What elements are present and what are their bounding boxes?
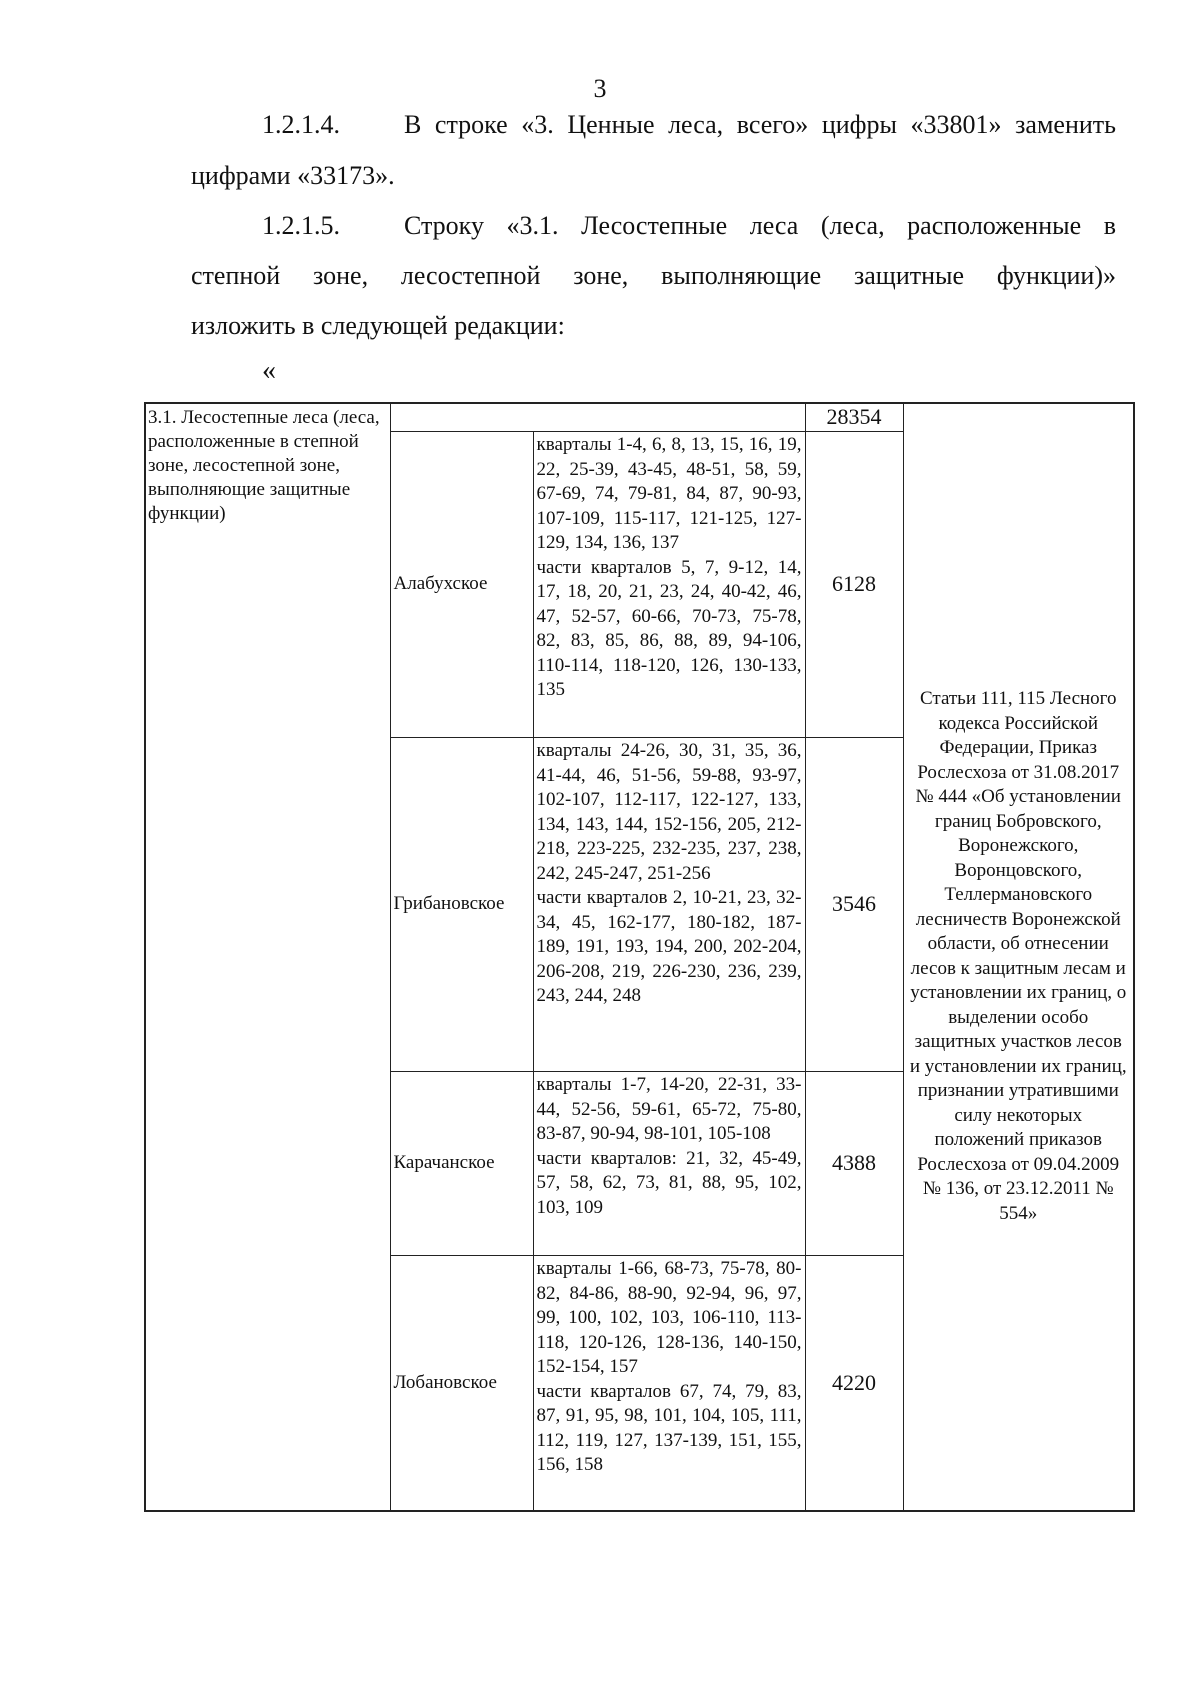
page-number: 3: [593, 74, 607, 103]
quarters-text: кварталы 1-66, 68-73, 75-78, 80-82, 84-86, 88-90, 92-94, 96, 97, 99, 100, 102, 103, 106-110, 113-118, 120-126, 128-136, 140-150, 152-154, 157: [536, 1258, 802, 1377]
area-cell: 3546: [805, 738, 903, 1072]
quarter-parts-text: части кварталов 2, 10-21, 23, 32-34, 45, 162-177, 180-182, 187-189, 191, 193, 194, 200, 202-204, 206-208, 219, 226-230, 236, 239, 243, 244, 248: [536, 887, 802, 1006]
paragraph-1-number: 1.2.1.4.: [262, 110, 340, 139]
paragraph-2-line-2: степной зоне, лесостепной зоне, выполняющие защитные функции)»: [191, 261, 1116, 290]
paragraph-2-number: 1.2.1.5.: [262, 211, 340, 240]
district-cell: Алабухское: [390, 432, 533, 738]
district-cell: Лобановское: [390, 1256, 533, 1511]
quarter-parts-text: части кварталов 67, 74, 79, 83, 87, 91, 95, 98, 101, 104, 105, 111, 112, 119, 127, 137-139, 151, 155, 156, 158: [536, 1380, 802, 1475]
quarter-parts-text: части кварталов 5, 7, 9-12, 14, 17, 18, 20, 21, 23, 24, 40-42, 46, 47, 52-57, 60-66, 70-73, 75-78, 82, 83, 85, 86, 88, 89, 94-106, 110-114, 118-120, 126, 130-133, 135: [536, 556, 802, 700]
area-cell: 6128: [805, 432, 903, 738]
area-cell: 4220: [805, 1256, 903, 1511]
quarters-cell: [533, 432, 805, 738]
quarter-parts-text: части кварталов: 21, 32, 45-49, 57, 58, 62, 73, 81, 88, 95, 102, 103, 109: [536, 1147, 802, 1218]
opening-quote: «: [262, 355, 276, 386]
paragraph-1-text: В строке «3. Ценные леса, всего» цифры «33801» заменить: [404, 110, 1116, 139]
quarters-text: кварталы 1-4, 6, 8, 13, 15, 16, 19, 22, 25-39, 43-45, 48-51, 58, 59, 67-69, 74, 79-81, 84, 87, 90-93, 107-109, 115-117, 121-125, 127-129, 134, 136, 137: [536, 434, 802, 553]
forest-table: [144, 402, 1135, 1512]
paragraph-2-text: Строку «3.1. Лесостепные леса (леса, расположенные в: [404, 211, 1116, 240]
quarters-text: кварталы 1-7, 14-20, 22-31, 33-44, 52-56, 59-61, 65-72, 75-80, 83-87, 90-94, 98-101, 105-108: [536, 1074, 802, 1144]
district-cell: Карачанское: [390, 1072, 533, 1256]
quarters-cell: [533, 1256, 805, 1511]
empty-cell: [390, 403, 805, 432]
quarters-cell: [533, 1072, 805, 1256]
district-cell: Грибановское: [390, 738, 533, 1072]
category-cell: 3.1. Лесостепные леса (леса, расположенные в степной зоне, лесостепной зоне, выполняющие защитные функции): [145, 403, 390, 1511]
paragraph-2-line-3: изложить в следующей редакции:: [191, 311, 565, 340]
paragraph-1-continuation: цифрами «33173».: [191, 161, 395, 190]
table-row-total: [145, 403, 1134, 432]
area-cell: 4388: [805, 1072, 903, 1256]
legal-basis-cell: Статьи 111, 115 Лесного кодекса Российской Федерации, Приказ Рослесхоза от 31.08.2017 № 444 «Об установлении границ Бобровского, Воронежского, Воронцовского, Теллермановского лесничеств Воронежской области, об отнесении лесов к защитным лесам и установлении их границ, о выделении особо защитных участков лесов и установлении их границ, признании утратившими силу некоторых положений приказов Рослесхоза от 09.04.2009 № 136, от 23.12.2011 № 554»: [903, 403, 1134, 1511]
quarters-text: кварталы 24-26, 30, 31, 35, 36, 41-44, 46, 51-56, 59-88, 93-97, 102-107, 112-117, 122-127, 133, 134, 143, 144, 152-156, 205, 212-218, 223-225, 232-235, 237, 238, 242, 245-247, 251-256: [536, 740, 802, 884]
quarters-cell: [533, 738, 805, 1072]
total-area-cell: 28354: [805, 403, 903, 432]
